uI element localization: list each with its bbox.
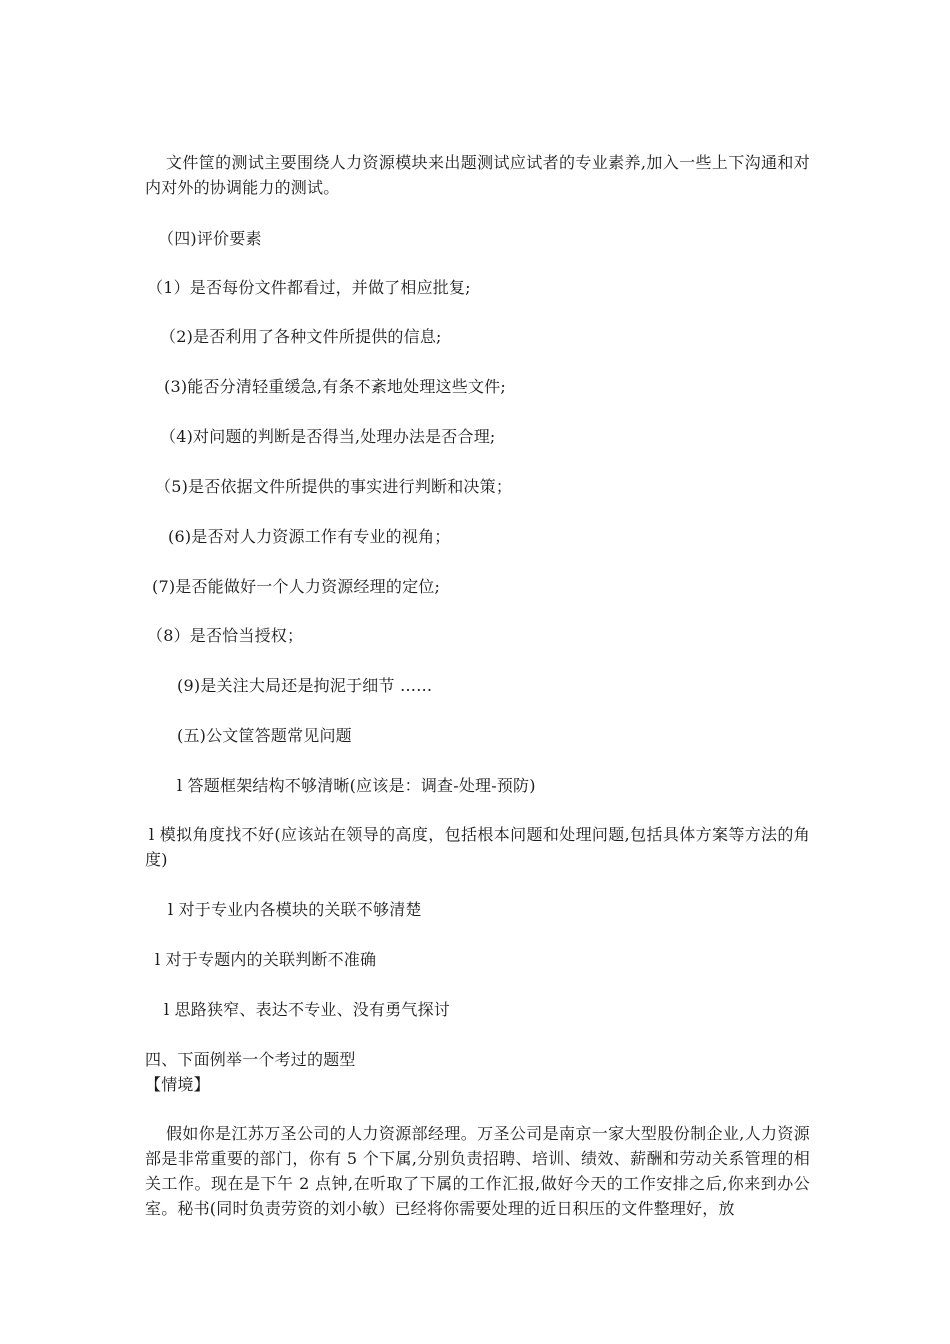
section-heading: 四、下面例举一个考过的题型 [145, 1050, 356, 1069]
problem-item: l 思路狭窄、表达不专业、没有勇气探讨 [164, 1000, 451, 1019]
eval-item: （8）是否恰当授权； [147, 626, 304, 645]
intro-paragraph: 文件筐的测试主要围绕人力资源模块来出题测试应试者的专业素养,加入一些上下沟通和对内对外的协调能力的测试。 [145, 153, 810, 197]
eval-item: （2)是否利用了各种文件所提供的信息; [160, 327, 442, 346]
problem-item: l 对于专业内各模块的关联不够清楚 [168, 900, 422, 919]
problem-item: l 模拟角度找不好(应该站在领导的高度，包括根本问题和处理问题,包括具体方案等方法的角度) [145, 825, 810, 869]
eval-item: （1）是否每份文件都看过，并做了相应批复; [147, 278, 471, 297]
eval-item: （4)对问题的判断是否得当,处理办法是否合理; [160, 427, 496, 446]
eval-item: (7)是否能做好一个人力资源经理的定位; [152, 577, 441, 596]
eval-heading: （四)评价要素 [158, 229, 262, 248]
problem-item: l 对于专题内的关联判断不准确 [155, 950, 377, 969]
eval-item: （5)是否依据文件所提供的事实进行判断和决策； [155, 477, 513, 496]
eval-item: (3)能否分清轻重缓急,有条不紊地处理这些文件; [164, 377, 506, 396]
eval-item: (9)是关注大局还是拘泥于细节 …… [177, 676, 433, 695]
eval-item: (6)是否对人力资源工作有专业的视角； [168, 527, 451, 546]
scenario-paragraph: 假如你是江苏万圣公司的人力资源部经理。万圣公司是南京一家大型股份制企业,人力资源部是非常重要的部门，你有 5 个下属,分别负责招聘、培训、绩效、薪酬和劳动关系管理的相关工作。现在是下午 2 点钟,在听取了下属的工作汇报,做好今天的工作安排之后,你来到办公室。秘书(同时负责劳资的刘小敏）已经将你需要处理的近日积压的文件整理好，放 [145, 1124, 810, 1218]
problems-heading: (五)公文筐答题常见问题 [177, 726, 352, 745]
problem-item: l 答题框架结构不够清晰(应该是：调查-处理-预防) [177, 776, 536, 795]
scenario-label: 【情境】 [145, 1075, 210, 1094]
